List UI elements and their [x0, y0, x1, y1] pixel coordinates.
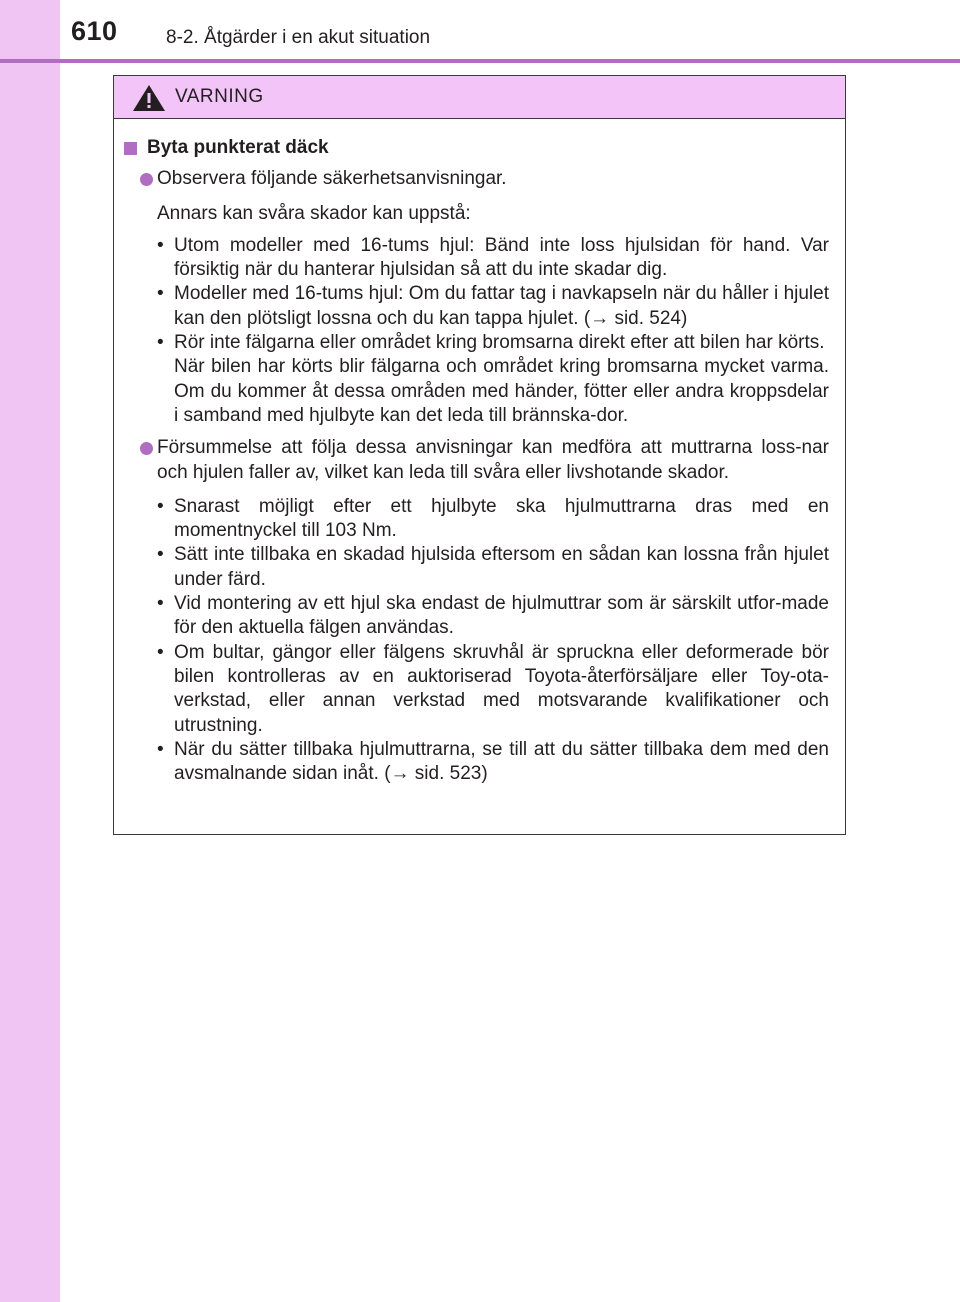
circle-bullet-icon: [140, 442, 153, 455]
circle-item-2: [124, 436, 829, 485]
list-item: • Snarast möjligt efter ett hjulbyte ska hjulmuttrarna dras med en momentnyckel till 103 Nm.: [157, 495, 829, 542]
list-item: • Vid montering av ett hjul ska endast de hjulmuttrar som är särskilt utfor-made för den aktuella fälgen användas.: [157, 593, 829, 639]
item1-intro: Annars kan svåra skador kan uppstå:: [157, 202, 471, 224]
section-title: 8-2. Åtgärder i en akut situation: [166, 27, 431, 48]
square-bullet-icon: [124, 142, 137, 155]
warning-title: VARNING: [175, 86, 264, 107]
header-rule: [0, 59, 960, 63]
circle-item-1-text: Observera följande säkerhetsanvisningar.: [157, 168, 507, 190]
warning-heading-text: Byta punkterat däck: [147, 137, 329, 158]
list-item: • När du sätter tillbaka hjulmuttrarna, se till att du sätter tillbaka dem med den avsmalnande sidan inåt. (→ sid. 523): [157, 738, 829, 785]
side-color-band: [0, 0, 60, 1302]
item2-bullet-list: [124, 495, 829, 787]
list-item: • Rör inte fälgarna eller området kring bromsarna direkt efter att bilen har körts.: [157, 332, 825, 354]
list-item-continuation: När bilen har körts blir fälgarna och området kring bromsarna mycket varma. Om du kommer åt dessa områden med händer, fötter eller andra kroppsdelar i samband med hjulbyte kan det leda till brännska-dor.: [174, 356, 829, 426]
warning-triangle-icon: [132, 84, 166, 112]
list-item: • Om bultar, gängor eller fälgens skruvhål är spruckna eller deformerade bör bilen kontrolleras av en auktoriserad Toyota-återförsäljare eller Toy-ota-verkstad, eller annan verkstad med motsvarande kvalifikationer och utrustning.: [157, 641, 829, 736]
circle-item-2-text: Försummelse att följa dessa anvisningar kan medföra att muttrarna loss-nar och hjulen faller av, vilket kan leda till svåra eller livshotande skador.: [157, 437, 829, 483]
page-number: 610: [71, 16, 118, 46]
list-item: • Modeller med 16-tums hjul: Om du fattar tag i navkapseln när du håller i hjulet kan den plötsligt lossna och du kan tappa hjulet. (→ sid. 524): [157, 283, 829, 329]
list-item: • Utom modeller med 16-tums hjul: Bänd inte loss hjulsidan för hand. Var försiktig när du hanterar hjulsidan så att du inte skadar dig.: [157, 234, 829, 281]
warning-header: [114, 76, 845, 119]
warning-body: [114, 119, 845, 786]
item1-bullet-list: [124, 234, 829, 428]
warning-box: [113, 75, 846, 835]
circle-bullet-icon: [140, 173, 153, 186]
list-item: • Sätt inte tillbaka en skadad hjulsida eftersom en sådan kan lossna från hjulet under färd.: [157, 544, 829, 590]
circle-item-1: [124, 167, 829, 191]
warning-heading: [124, 136, 829, 160]
